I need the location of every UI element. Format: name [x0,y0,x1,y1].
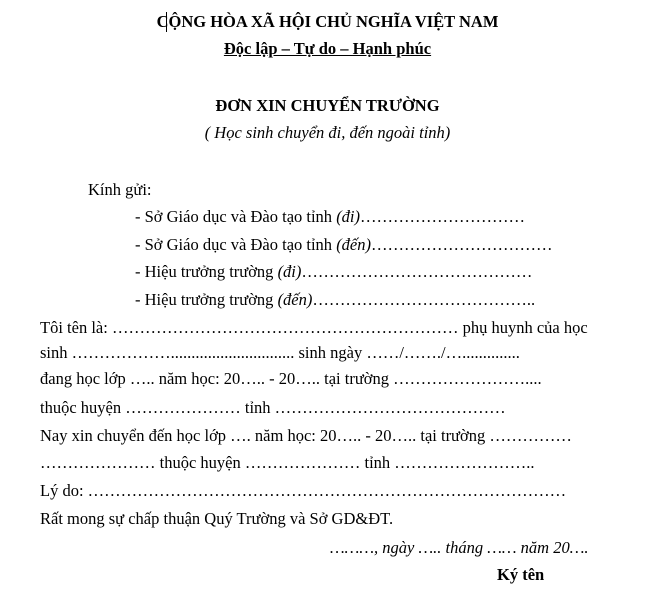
national-motto: Độc lập – Tự do – Hạnh phúc [223,39,432,58]
recipient-note: (đi) [336,207,361,226]
date-line: ………, ngày ….. tháng …… năm 20…. [330,538,589,557]
body-line-closing: Rất mong sự chấp thuận Quý Trường và Sở GD&ĐT. [40,509,394,528]
national-title: CỘNG HÒA XÃ HỘI CHỦ NGHĨA VIỆT NAM [156,12,499,31]
recipient-text: - Hiệu trưởng trường [135,262,278,281]
signature-label: Ký tên [497,565,545,584]
recipient-note: (đến) [336,235,372,254]
recipient-blank: …………………………… [371,235,553,254]
recipient-blank: ………………………………….. [312,290,536,309]
recipient-line [135,262,532,282]
recipient-note: (đi) [277,262,302,281]
body-line-student: sinh ……………….............................. sinh ngày ……/……./….............. [40,343,520,362]
recipient-line [135,207,525,227]
recipient-line [135,290,535,310]
form-title: ĐƠN XIN CHUYỂN TRƯỜNG [215,96,440,115]
recipient-label: Kính gửi: [88,180,152,199]
body-line-transfer: Nay xin chuyển đến học lớp …. năm học: 20….. - 20….. tại trường …………… [40,426,572,445]
body-line-destination: ………………… thuộc huyện ………………… tỉnh …………………….. [40,453,535,472]
body-line-reason: Lý do: …………………………………………………………………………… [40,481,567,500]
recipient-blank: ………………………… [360,207,526,226]
body-line-name: Tôi tên là: ……………………………………………………… phụ huynh của học [40,318,588,337]
form-subtitle: ( Học sinh chuyển đi, đến ngoài tỉnh) [204,123,451,142]
recipient-line [135,235,553,255]
recipient-text: - Sở Giáo dục và Đào tạo tỉnh [135,235,337,254]
body-line-district: thuộc huyện ………………… tỉnh …………………………………… [40,398,506,417]
recipient-blank: …………………………………… [301,262,533,281]
recipient-text: - Sở Giáo dục và Đào tạo tỉnh [135,207,337,226]
recipient-note: (đến) [277,290,313,309]
recipient-text: - Hiệu trưởng trường [135,290,278,309]
body-line-class: đang học lớp ….. năm học: 20….. - 20….. tại trường …………………….... [40,369,542,388]
